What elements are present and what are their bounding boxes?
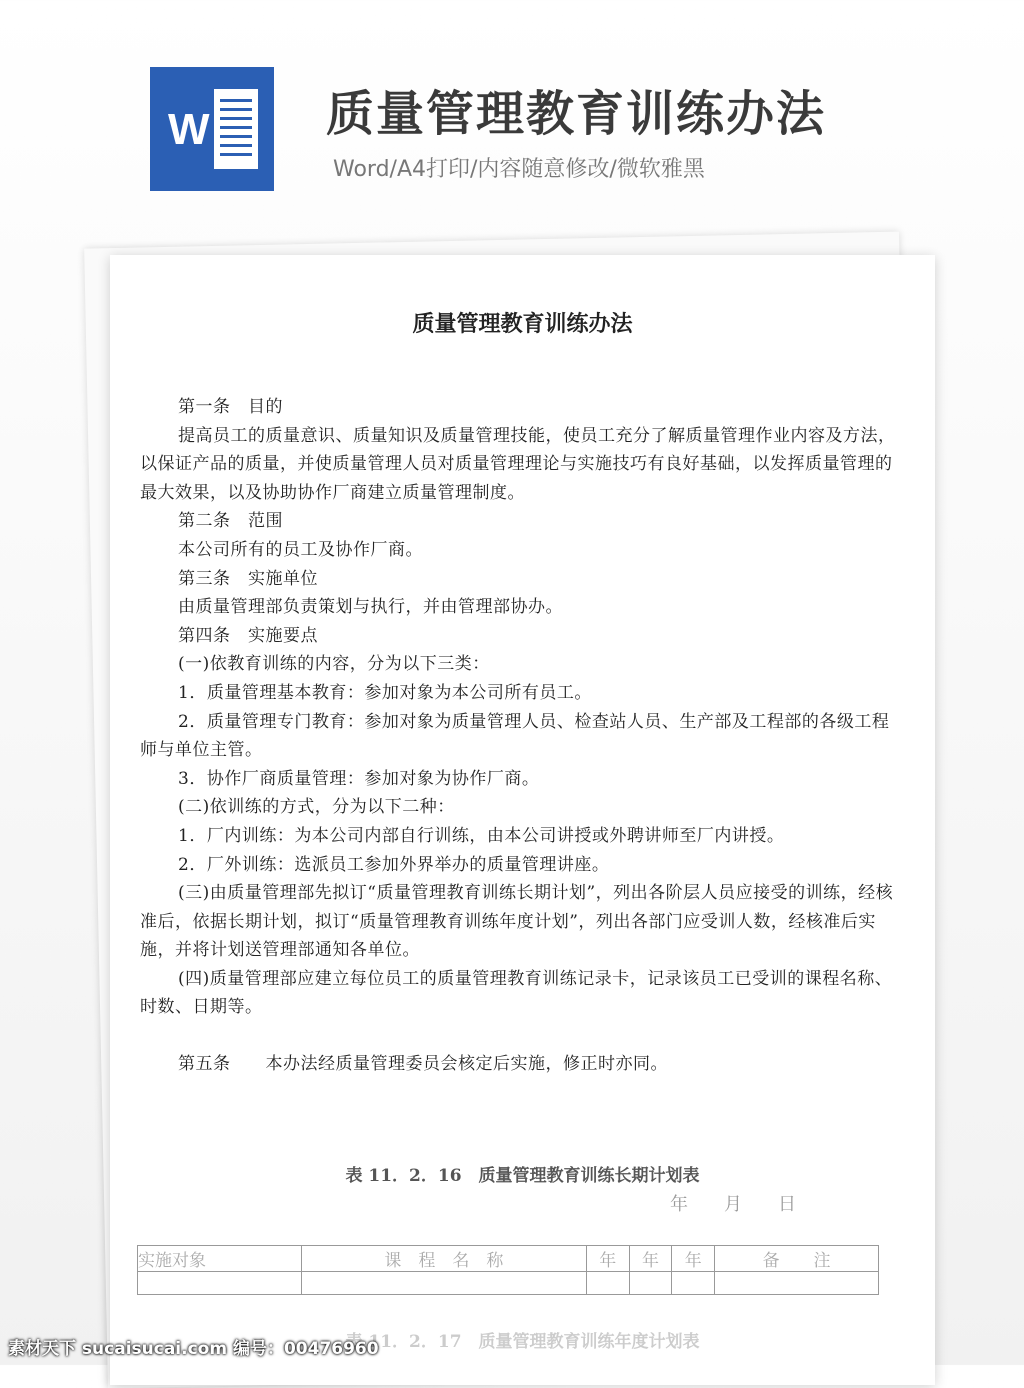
header-subtitle: Word/A4打印/内容随意修改/微软雅黑 — [333, 157, 705, 182]
article-heading: 第三条 实施单位 — [178, 568, 318, 589]
watermark: 素材天下 sucaisucai.com 编号：00476960 — [8, 1339, 379, 1359]
article-heading: 第一条 目的 — [178, 397, 283, 417]
paragraph: 3．协作厂商质量管理：参加对象为协作厂商。 — [178, 768, 540, 789]
table-header-cell: 实施对象 — [138, 1246, 302, 1272]
article-heading: 第四条 实施要点 — [178, 625, 318, 646]
plan-table — [137, 1245, 879, 1295]
header-title: 质量管理教育训练办法 — [326, 86, 827, 142]
paragraph: 1．厂内训练：为本公司内部自行训练，由本公司讲授或外聘讲师至厂内讲授。 — [178, 825, 785, 846]
table-header-cell: 年 — [672, 1246, 715, 1272]
table-title: 表 11．2．16 质量管理教育训练长期计划表 — [345, 1166, 700, 1186]
paragraph: (一)依教育训练的内容，分为以下三类： — [178, 654, 490, 675]
table-date-labels: 年 月 日 — [670, 1194, 796, 1215]
table-header-cell: 课 程 名 称 — [301, 1246, 586, 1272]
table-header-cell: 年 — [629, 1246, 672, 1272]
paragraph: (三)由质量管理部先拟订“质量管理教育训练长期计划”，列出各阶层人员应接受的训练，经核准后，依据长期计划，拟订“质量管理教育训练年度计划”，列出各部门应受训人数，经核准后实施，并将计划送管理部通知各单位。 — [140, 883, 894, 961]
paragraph: (二)依训练的方式，分为以下二种： — [178, 797, 455, 818]
paragraph: (四)质量管理部应建立每位员工的质量管理教育训练记录卡，记录该员工已受训的课程名称、时数、日期等。 — [140, 968, 893, 1018]
paragraph: 本公司所有的员工及协作厂商。 — [178, 539, 423, 560]
article-heading: 第二条 范围 — [178, 511, 283, 532]
article-five: 第五条 本办法经质量管理委员会核定后实施，修正时亦同。 — [178, 1054, 668, 1075]
document-title: 质量管理教育训练办法 — [412, 312, 633, 337]
table-header-row — [138, 1246, 879, 1272]
paragraph: 提高员工的质量意识、质量知识及质量管理技能，使员工充分了解质量管理作业内容及方法，以保证产品的质量，并使质量管理人员对质量管理理论与实施技巧有良好基础，以发挥质量管理的最大效果，以及协助协作厂商建立质量管理制度。 — [140, 425, 896, 503]
table-row — [138, 1272, 879, 1295]
paragraph: 2．质量管理专门教育：参加对象为质量管理人员、检查站人员、生产部及工程部的各级工程师与单位主管。 — [140, 711, 890, 761]
table-header-cell: 年 — [586, 1246, 629, 1272]
document-body — [140, 393, 900, 1079]
paragraph: 2．厂外训练：选派员工参加外界举办的质量管理讲座。 — [178, 854, 610, 875]
document-lines-icon — [214, 89, 258, 169]
paragraph: 1．质量管理基本教育：参加对象为本公司所有员工。 — [178, 682, 592, 703]
next-table-title: 表 11．2．17 质量管理教育训练年度计划表 — [345, 1332, 700, 1352]
document-page — [110, 255, 935, 1385]
table-header-cell: 备 注 — [715, 1246, 879, 1272]
word-icon — [150, 67, 274, 191]
word-icon-letter: W — [168, 105, 210, 154]
paragraph: 由质量管理部负责策划与执行，并由管理部协办。 — [178, 597, 563, 618]
